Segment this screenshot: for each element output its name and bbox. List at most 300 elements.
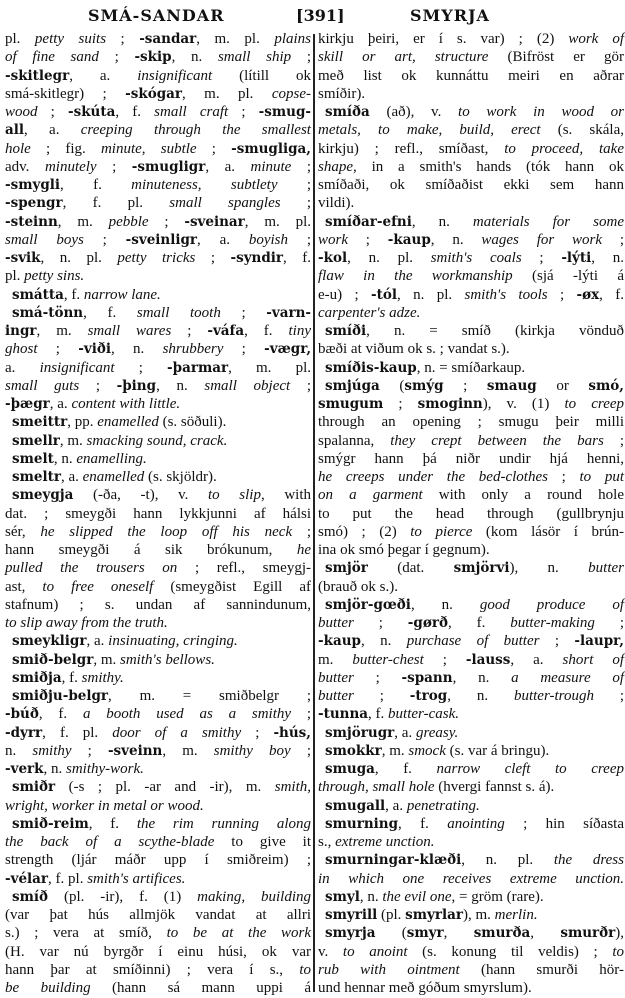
text: stafnum) ; s. undan af sannindunum, [5, 596, 311, 613]
text-line [318, 596, 624, 614]
text-line [318, 267, 624, 285]
text: , n. pl. [40, 250, 118, 266]
text-line [5, 140, 311, 158]
text-line [5, 48, 311, 66]
text-line [318, 30, 624, 48]
text-line [5, 505, 311, 523]
text: , n. pl. [397, 286, 465, 303]
headword: smiðja [12, 669, 62, 686]
text-line [318, 432, 624, 450]
definition: the dress [553, 852, 624, 869]
text: pl. [5, 31, 35, 47]
text: ast, [5, 578, 43, 595]
text-line [5, 760, 311, 778]
definition: pulled the trousers on [5, 560, 178, 577]
text: ; [290, 377, 312, 394]
text: ; [292, 523, 312, 540]
text: , n. [43, 761, 67, 777]
text: ; hin síðasta [504, 815, 624, 832]
text: hann þar at smíðinni) ; vera í s., [5, 961, 300, 978]
text-line [318, 578, 624, 596]
text: ( [375, 925, 407, 942]
text: (s. konung til veldis) ; [407, 943, 613, 960]
headword: -kaup [318, 633, 361, 650]
text-line [318, 140, 624, 158]
definition: minuteness, subtlety [131, 177, 278, 193]
definition: to [299, 961, 311, 978]
text: strength (ljár máðr upp í smiðreim) ; [5, 852, 311, 869]
headword: smurða [473, 925, 531, 942]
text: vildi). [318, 195, 355, 212]
headword: -spengr [5, 195, 63, 212]
text-line [318, 176, 624, 194]
definition: insignificant [39, 359, 115, 376]
text: , m. = smiðbelgr ; [108, 688, 311, 704]
definition: the evil one [382, 888, 452, 905]
definition: ghost [5, 341, 38, 358]
text: (að), v. [369, 104, 459, 120]
headword: smeittr [12, 414, 68, 431]
text: ; [383, 396, 418, 412]
definition: insinuating, cringing. [108, 633, 238, 650]
definition: on a garment [318, 487, 423, 504]
text-line [5, 468, 311, 486]
text: , pp. [67, 414, 98, 431]
definition: smithy [32, 742, 72, 759]
text: dat. ; smeygði hann lykkjunni af hálsi [5, 505, 311, 522]
text: (-ða, -t), v. [73, 487, 208, 504]
headword: -syndir [230, 250, 284, 266]
headword: smuga [325, 761, 375, 777]
headword: smó, [588, 377, 624, 394]
text: , f. [283, 250, 312, 266]
headword: smið-reim [12, 815, 89, 832]
text: , f. pl. [42, 724, 113, 741]
text-line [5, 249, 311, 267]
text: , a. [197, 231, 249, 248]
headword: -lauss [465, 651, 511, 668]
headword: smýg [404, 377, 444, 394]
headword: smaug [486, 377, 537, 394]
text: , m. pl. [244, 213, 311, 230]
definition: narrow lane. [83, 286, 161, 303]
text: , n. pl. [347, 250, 431, 266]
text: ), n. [509, 560, 589, 577]
text: (sjá -lýti á [512, 268, 624, 285]
text-line [5, 322, 311, 340]
definition: small craft [154, 104, 229, 120]
text: , f. [599, 286, 625, 303]
text: ; [79, 377, 117, 394]
definition: creeping through the smallest [80, 122, 311, 139]
column-rule [313, 34, 315, 992]
text: v. [318, 943, 343, 960]
text: , n. [171, 49, 218, 66]
definition: to anoint [342, 943, 408, 960]
text: ; [83, 231, 126, 248]
headword: smið-belgr [12, 651, 94, 668]
text: kirkju) ; refl., smíðast, [318, 140, 505, 157]
text: með list ok kunnáttu meiri en aðrar [318, 67, 624, 84]
definition: petty suits [34, 31, 107, 47]
text-line [5, 541, 311, 559]
definition: metals, to make, build, erect [318, 122, 541, 139]
definition: anointing [447, 815, 505, 832]
text: ; [241, 724, 274, 741]
definition: insignificant [137, 67, 213, 84]
headword: smíðar-efni [325, 213, 412, 230]
definition: materials for some [472, 213, 625, 230]
definition: to free oneself [42, 578, 154, 595]
headword: smyr [406, 925, 444, 942]
headword: -spann [401, 669, 453, 686]
text: (lítill ok [212, 67, 311, 84]
text: ; [423, 651, 466, 668]
definition: butter-making [510, 615, 595, 631]
headword: -þægr [5, 396, 50, 412]
headword: smoginn [417, 396, 483, 412]
definition: to slip [207, 487, 261, 504]
text-line [318, 888, 624, 906]
definition: butter [318, 688, 354, 704]
text: e-u) ; [318, 286, 372, 303]
definition: through, small hole [318, 779, 435, 796]
text: (brauð ok s.). [318, 578, 398, 595]
text-line [5, 943, 311, 961]
text: (s. skála, [540, 122, 625, 139]
text-line [318, 286, 624, 304]
text: , n. = smíðarkaup. [416, 359, 526, 376]
headword: smeltr [12, 469, 61, 485]
text-line [318, 486, 624, 504]
text: smá-skitlegr) ; [5, 85, 126, 102]
definition: smithy-work. [66, 761, 144, 777]
text: ; [114, 359, 168, 376]
definition: narrow cleft to creep [436, 761, 624, 777]
text: (var þat hús allmjök vandat at allri [5, 907, 311, 923]
headword: smurningar-klæði [325, 852, 462, 869]
text-line [318, 194, 624, 212]
text: ; [291, 49, 312, 66]
headword: -kol [318, 250, 348, 266]
definition: copse- [271, 85, 311, 102]
text: ; refl., smeygj- [177, 560, 311, 577]
definition: he creeps under the bed-clothes [318, 469, 548, 485]
headword: -sveinn [107, 742, 163, 759]
text: , m. pl. [196, 31, 275, 47]
text: , m. [57, 213, 109, 230]
text-line [5, 176, 311, 194]
text: , [443, 925, 474, 942]
text-line [318, 103, 624, 121]
headword: -laupr, [574, 633, 624, 650]
definition: boyish [248, 231, 289, 248]
text: ; [196, 140, 232, 157]
definition: to be at the work [166, 925, 312, 942]
headword: smiðju-belgr [12, 688, 109, 704]
headword: -vægr, [264, 341, 312, 358]
text-line [5, 377, 311, 395]
text-line [318, 669, 624, 687]
text-line [318, 651, 624, 669]
text-line [5, 724, 311, 742]
definition: small guts [5, 377, 80, 394]
text: (smeygðist Egill af [153, 578, 311, 595]
text: , n. [360, 633, 407, 650]
text-line [318, 632, 624, 650]
definition: of fine sand [5, 49, 99, 66]
headword: smeykligr [12, 633, 87, 650]
text: (s. skjöldr). [144, 469, 217, 485]
text-line [318, 359, 624, 377]
definition: carpenter's adze. [318, 304, 421, 321]
definition: he [296, 542, 311, 558]
text: ; [291, 158, 311, 175]
definition: butter-cask. [388, 706, 459, 723]
headword: smugum [318, 396, 384, 412]
text-line [5, 815, 311, 833]
definition: petty tricks [117, 250, 196, 266]
headword: smjör [325, 560, 368, 577]
headword: smiðr [12, 779, 56, 796]
text-line [318, 815, 624, 833]
page-number: [391] [296, 6, 345, 25]
text-line [318, 906, 624, 924]
text: bæði at viðum ok s. ; vandat s.). [318, 341, 510, 358]
headword: -smugligr [131, 158, 206, 175]
text-line [5, 596, 311, 614]
text: ; [521, 250, 562, 266]
text-line [5, 870, 311, 888]
text-line [5, 304, 311, 322]
text: ; [148, 213, 185, 230]
text-line [318, 158, 624, 176]
text: (hann smurði hör- [459, 961, 625, 978]
headword: smellr [12, 432, 60, 449]
text-line [318, 523, 624, 541]
text-line [318, 249, 624, 267]
text: ; [220, 304, 267, 321]
definition: petty sins. [24, 268, 85, 285]
headword: smugall [325, 797, 386, 814]
definition: shape [318, 158, 353, 175]
headword: -sveinar [184, 213, 245, 230]
text-line [5, 121, 311, 139]
text-line [318, 924, 624, 942]
definition: small wares [87, 323, 172, 339]
definition: small boys [5, 231, 84, 248]
running-head-left: SMÁ-SANDAR [88, 6, 225, 25]
text: (pl. -ir), f. (1) [48, 888, 198, 905]
text: , n. [156, 377, 205, 394]
text-line [318, 541, 624, 559]
text: , f. [63, 286, 84, 303]
definition: butter-chest [352, 651, 424, 668]
text: , n. pl. [461, 852, 554, 869]
text-line [5, 213, 311, 231]
definition: be building [5, 980, 91, 996]
text: ; fig. [30, 140, 101, 157]
text-line [318, 340, 624, 358]
text-line [5, 669, 311, 687]
headword: -verk [5, 761, 44, 777]
text-line [5, 523, 311, 541]
definition: a measure of [511, 669, 625, 686]
text: ; [280, 195, 311, 212]
definition: butter [318, 669, 354, 686]
text: , f. [61, 669, 82, 686]
headword: -gørð [407, 615, 448, 631]
definition: to slip away from the truth. [5, 615, 168, 631]
headword: -hús, [273, 724, 311, 741]
definition: minutely [44, 158, 97, 175]
definition: small ship [217, 49, 292, 66]
headword: -þarmar [167, 359, 229, 376]
text: spalanna, [318, 432, 391, 449]
text-line [318, 85, 624, 103]
text: s.) ; vera at smíð, [5, 925, 167, 942]
text-line [5, 651, 311, 669]
text: (dat. [367, 560, 454, 577]
headword: -vélar [5, 870, 49, 887]
headword: smá-tönn [12, 304, 84, 321]
text-line [318, 395, 624, 413]
headword: smurðr [560, 925, 616, 942]
text: smýgr hann þá niðr undir hjá henni, [318, 450, 624, 467]
text-line [318, 614, 624, 632]
text: ; [171, 323, 208, 339]
text: ; [288, 231, 312, 248]
definition: purchase of butter [406, 633, 540, 650]
headword: smyrlar [405, 907, 463, 923]
text-line [5, 67, 311, 85]
headword: -sandar [139, 31, 197, 47]
headword: smyl [325, 888, 360, 905]
headword: smeygja [12, 487, 74, 504]
text: ; [348, 231, 388, 248]
text: (s. var á bringu). [445, 742, 550, 759]
headword: -skitlegr [5, 67, 70, 84]
text: ( [379, 377, 405, 394]
definition: flaw in the workmanship [318, 268, 513, 285]
text-line [5, 30, 311, 48]
left-column [5, 30, 311, 997]
text: (kom lásör í brún- [472, 523, 624, 540]
text: , f. [115, 104, 155, 120]
text: , f. pl. [62, 195, 170, 212]
text: , f. [38, 706, 83, 723]
text: , m. pl. [228, 359, 311, 376]
text: , a. [394, 724, 416, 741]
headword: -skógar [125, 85, 183, 102]
definition: to pierce [410, 523, 473, 540]
headword: -øx [576, 286, 600, 303]
headword: smíði [325, 323, 367, 339]
text-line [318, 760, 624, 778]
text: (hvergi fannst s. á). [434, 779, 555, 796]
text: through an opening ; smugu þeir milli [318, 414, 624, 431]
text-line [318, 450, 624, 468]
definition: door of a smithy [112, 724, 242, 741]
definition: enamelled [97, 414, 159, 431]
text-line [318, 468, 624, 486]
text-line [5, 979, 311, 997]
definition: a booth used as a smithy [82, 706, 292, 723]
text: , n. [411, 213, 473, 230]
headword: -viði [78, 341, 111, 358]
text-line [5, 340, 311, 358]
definition: minute, subtle [100, 140, 197, 157]
headword: -skip [134, 49, 172, 66]
text-line [5, 851, 311, 869]
text: ; [353, 669, 402, 686]
text: , a. [205, 158, 251, 175]
definition: smith, [274, 779, 311, 796]
text: sér, [5, 523, 41, 540]
text-line [318, 797, 624, 815]
text-line [5, 85, 311, 103]
text: ; [291, 706, 311, 723]
text: , m. [162, 742, 214, 759]
headword: smjör-gœði [325, 596, 411, 613]
text: m. [318, 651, 353, 668]
right-column [318, 30, 624, 997]
definition: the back of a scythe-blade [5, 834, 215, 850]
text-line [5, 158, 311, 176]
text: s., [318, 834, 336, 850]
text-line [5, 267, 311, 285]
text: , a. [510, 651, 563, 668]
text-line [5, 797, 311, 815]
headword: smokkr [325, 742, 382, 759]
headword: -tól [371, 286, 398, 303]
text-line [318, 851, 624, 869]
headword: smíðis-kaup [325, 359, 417, 376]
text: , f. [88, 815, 137, 832]
definition: merlin. [494, 907, 538, 923]
text-line [318, 833, 624, 851]
text: , m. [93, 651, 121, 668]
definition: smithy boy [213, 742, 291, 759]
text-line [5, 888, 311, 906]
text-line [318, 67, 624, 85]
text-line [5, 432, 311, 450]
text: , n. = smíð (kirkja vönduð [366, 323, 624, 339]
text: , n. [410, 596, 480, 613]
headword: smíða [325, 104, 370, 120]
definition: enamelled [82, 469, 145, 485]
text-line [318, 213, 624, 231]
text: ; [547, 469, 580, 485]
definition: small tooth [136, 304, 221, 321]
definition: good produce of [479, 596, 625, 613]
text: , f. [244, 323, 289, 339]
text: ; [37, 104, 68, 120]
text-line [318, 231, 624, 249]
text: , n. [110, 341, 163, 358]
definition: enamelling. [76, 450, 147, 467]
text: , f. [398, 815, 448, 832]
text: to put the head through (gullbrynju [318, 505, 624, 522]
text: ina ok smó þegar í gegnum). [318, 542, 490, 558]
definition: extreme unction. [335, 834, 435, 850]
definition: skill or art, structure [318, 49, 489, 66]
definition: smith's tools [464, 286, 548, 303]
text: or [536, 377, 589, 394]
text: ; [594, 615, 624, 631]
text-line [5, 778, 311, 796]
headword: -þing [116, 377, 157, 394]
